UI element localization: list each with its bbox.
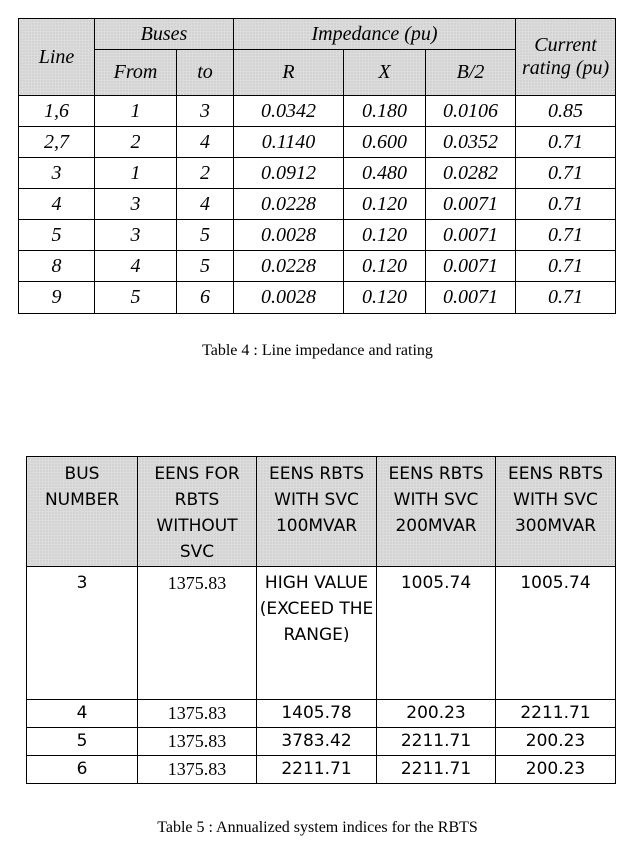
cell-line: 3 — [19, 158, 95, 189]
cell-r: 0.0028 — [234, 220, 344, 251]
cell-to: 4 — [177, 189, 234, 220]
cell-to: 6 — [177, 282, 234, 314]
cell-eens-svc-300: 200.23 — [496, 756, 616, 784]
cell-r: 0.0342 — [234, 96, 344, 127]
cell-rating: 0.71 — [516, 189, 616, 220]
cell-bus: 3 — [27, 567, 138, 700]
cell-x: 0.480 — [344, 158, 426, 189]
header-eens-svc-300: EENS RBTS WITH SVC 300MVAR — [496, 457, 616, 567]
cell-line: 2,7 — [19, 127, 95, 158]
cell-x: 0.600 — [344, 127, 426, 158]
cell-to: 5 — [177, 251, 234, 282]
cell-x: 0.120 — [344, 189, 426, 220]
cell-b2: 0.0071 — [426, 282, 516, 314]
cell-b2: 0.0106 — [426, 96, 516, 127]
header-buses: Buses — [95, 19, 234, 50]
cell-eens-without-svc: 1375.83 — [138, 728, 257, 756]
cell-line: 4 — [19, 189, 95, 220]
cell-bus: 4 — [27, 700, 138, 728]
cell-eens-without-svc: 1375.83 — [138, 567, 257, 700]
table-4-caption: Table 4 : Line impedance and rating — [202, 342, 433, 359]
cell-rating: 0.71 — [516, 127, 616, 158]
header-current-rating: Current rating (pu) — [516, 19, 616, 96]
system-indices-table — [26, 456, 616, 784]
cell-rating: 0.71 — [516, 158, 616, 189]
table-row — [19, 251, 616, 282]
table-row — [19, 158, 616, 189]
cell-to: 4 — [177, 127, 234, 158]
header-to: to — [177, 50, 234, 96]
cell-line: 8 — [19, 251, 95, 282]
table-row — [27, 756, 616, 784]
cell-x: 0.120 — [344, 220, 426, 251]
cell-eens-svc-200: 2211.71 — [377, 728, 496, 756]
cell-r: 0.1140 — [234, 127, 344, 158]
header-r: R — [234, 50, 344, 96]
header-impedance: Impedance (pu) — [234, 19, 516, 50]
header-bus-number: BUS NUMBER — [27, 457, 138, 567]
cell-to: 5 — [177, 220, 234, 251]
cell-b2: 0.0071 — [426, 189, 516, 220]
cell-from: 1 — [95, 158, 177, 189]
cell-r: 0.0028 — [234, 282, 344, 314]
cell-eens-without-svc: 1375.83 — [138, 700, 257, 728]
header-eens-without-svc: EENS FOR RBTS WITHOUT SVC — [138, 457, 257, 567]
header-b2: B/2 — [426, 50, 516, 96]
table-5-caption: Table 5 : Annualized system indices for the RBTS — [157, 819, 478, 836]
cell-eens-svc-200: 200.23 — [377, 700, 496, 728]
cell-b2: 0.0282 — [426, 158, 516, 189]
table-row — [27, 728, 616, 756]
cell-from: 3 — [95, 189, 177, 220]
cell-from: 2 — [95, 127, 177, 158]
header-eens-svc-100: EENS RBTS WITH SVC 100MVAR — [257, 457, 377, 567]
cell-rating: 0.71 — [516, 220, 616, 251]
cell-x: 0.120 — [344, 251, 426, 282]
table-row — [19, 127, 616, 158]
table-row — [19, 96, 616, 127]
cell-line: 5 — [19, 220, 95, 251]
table-row — [27, 567, 616, 700]
cell-eens-svc-300: 200.23 — [496, 728, 616, 756]
cell-eens-without-svc: 1375.83 — [138, 756, 257, 784]
cell-x: 0.120 — [344, 282, 426, 314]
cell-rating: 0.71 — [516, 282, 616, 314]
cell-eens-svc-100: 2211.71 — [257, 756, 377, 784]
cell-bus: 5 — [27, 728, 138, 756]
cell-to: 2 — [177, 158, 234, 189]
line-impedance-table — [18, 18, 616, 314]
cell-b2: 0.0071 — [426, 220, 516, 251]
table-row — [27, 700, 616, 728]
cell-eens-svc-300: 2211.71 — [496, 700, 616, 728]
header-line: Line — [19, 19, 95, 96]
cell-eens-svc-200: 2211.71 — [377, 756, 496, 784]
cell-b2: 0.0071 — [426, 251, 516, 282]
cell-from: 4 — [95, 251, 177, 282]
header-from: From — [95, 50, 177, 96]
cell-r: 0.0228 — [234, 251, 344, 282]
cell-eens-svc-100: HIGH VALUE (EXCEED THE RANGE) — [257, 567, 377, 700]
table-row — [19, 220, 616, 251]
cell-bus: 6 — [27, 756, 138, 784]
header-x: X — [344, 50, 426, 96]
cell-eens-svc-100: 3783.42 — [257, 728, 377, 756]
cell-line: 9 — [19, 282, 95, 314]
cell-from: 1 — [95, 96, 177, 127]
header-eens-svc-200: EENS RBTS WITH SVC 200MVAR — [377, 457, 496, 567]
cell-r: 0.0228 — [234, 189, 344, 220]
cell-b2: 0.0352 — [426, 127, 516, 158]
cell-eens-svc-200: 1005.74 — [377, 567, 496, 700]
cell-from: 5 — [95, 282, 177, 314]
table-row — [19, 282, 616, 314]
cell-line: 1,6 — [19, 96, 95, 127]
cell-eens-svc-100: 1405.78 — [257, 700, 377, 728]
cell-rating: 0.71 — [516, 251, 616, 282]
cell-to: 3 — [177, 96, 234, 127]
table-row — [19, 189, 616, 220]
cell-eens-svc-300: 1005.74 — [496, 567, 616, 700]
cell-rating: 0.85 — [516, 96, 616, 127]
cell-r: 0.0912 — [234, 158, 344, 189]
cell-from: 3 — [95, 220, 177, 251]
cell-x: 0.180 — [344, 96, 426, 127]
